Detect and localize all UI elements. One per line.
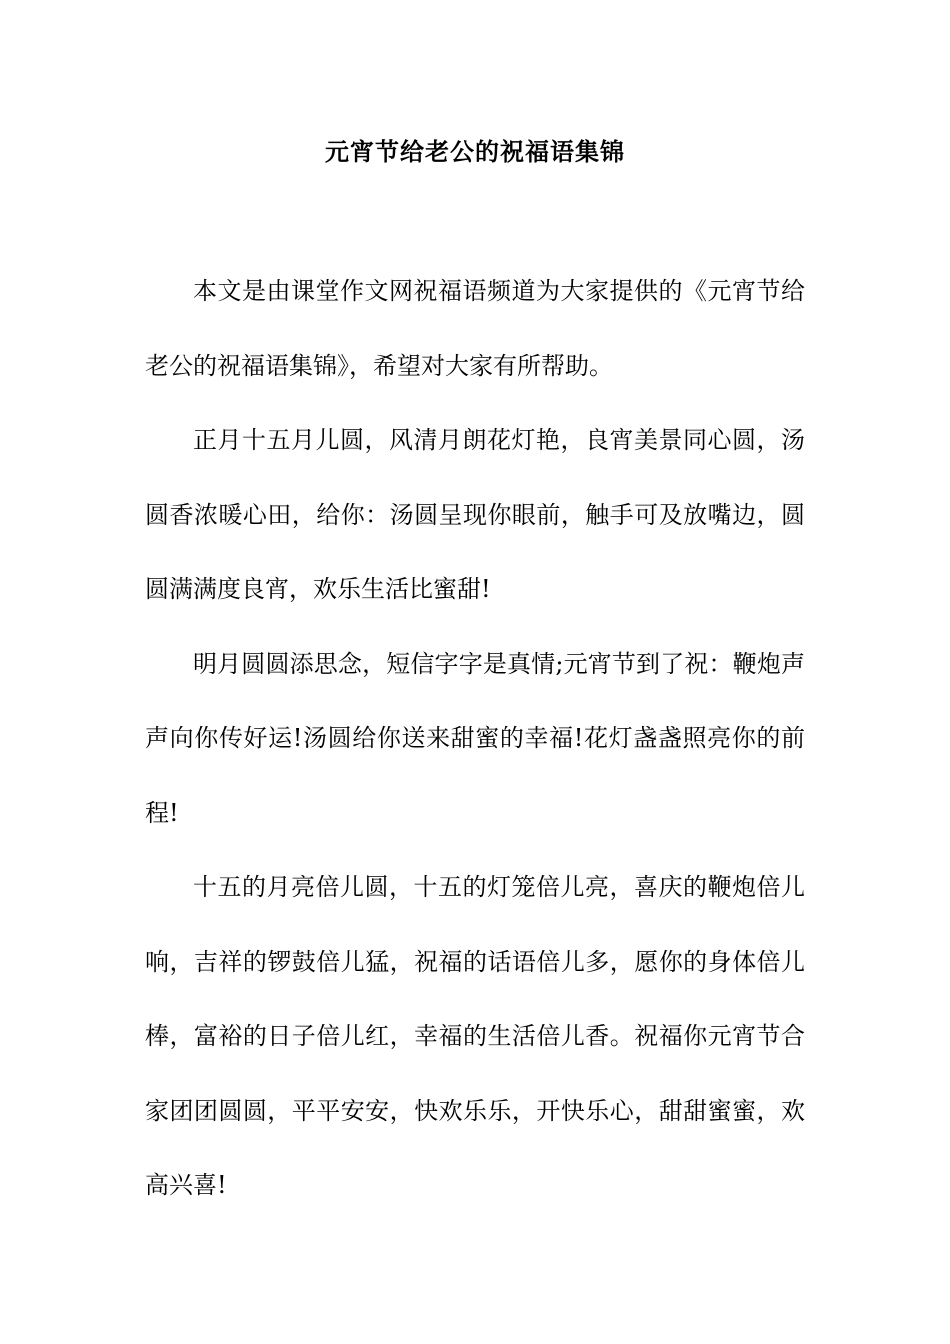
paragraph-blessing-3: 十五的月亮倍儿圆，十五的灯笼倍儿亮，喜庆的鞭炮倍儿响，吉祥的锣鼓倍儿猛，祝福的话语倍儿多，愿你的身体倍儿棒，富裕的日子倍儿红，幸福的生活倍儿香。祝福你元宵节合家团团圆圆，平平安安，快欢乐乐，开快乐心，甜甜蜜蜜，欢高兴喜!	[145, 873, 805, 1199]
paragraph-intro: 本文是由课堂作文网祝福语频道为大家提供的《元宵节给老公的祝福语集锦》，希望对大家有所帮助。	[145, 277, 805, 380]
paragraph-blessing-1: 正月十五月儿圆，风清月朗花灯艳，良宵美景同心圆，汤圆香浓暖心田，给你：汤圆呈现你眼前，触手可及放嘴边，圆圆满满度良宵，欢乐生活比蜜甜!	[145, 426, 805, 603]
document-body	[145, 254, 805, 1223]
paragraph-blessing-2: 明月圆圆添思念，短信字字是真情;元宵节到了祝：鞭炮声声向你传好运!汤圆给你送来甜蜜的幸福!花灯盏盏照亮你的前程!	[145, 649, 805, 827]
document-title: 元宵节给老公的祝福语集锦	[325, 137, 625, 166]
